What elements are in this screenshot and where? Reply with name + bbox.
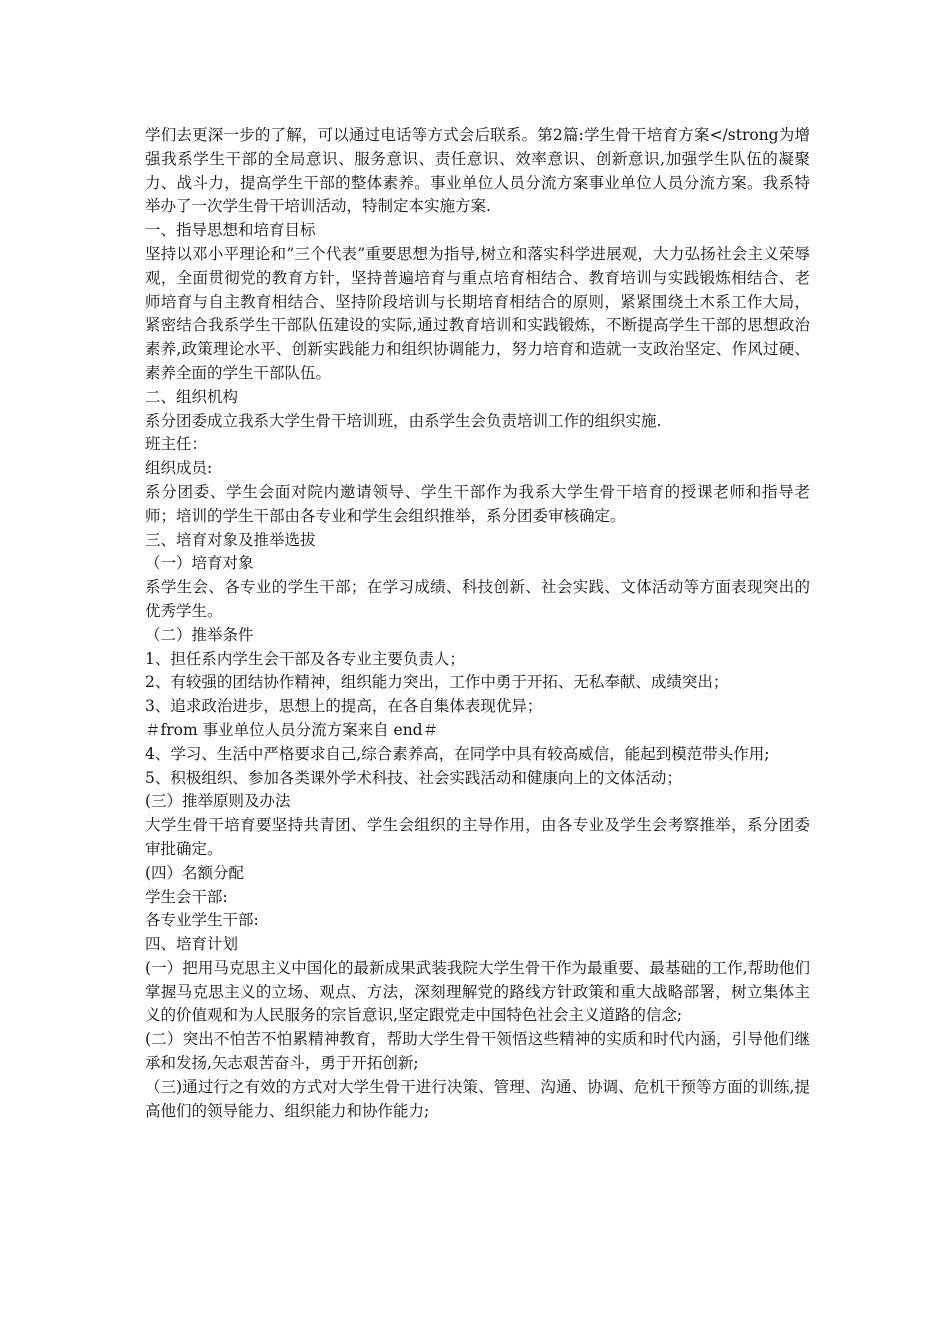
paragraph-guiding-thought: 坚持以邓小平理论和”三个代表”重要思想为指导,树立和落实科学进展观，大力弘扬社会主义荣辱观，全面贯彻党的教育方针，坚持普遍培育与重点培育相结合、教育培训与实践锻炼相结合、老师培育与自主教育相结合、坚持阶段培训与长期培育相结合的原则，紧紧围绕土木系工作大局，紧密结合我系学生干部队伍建设的实际,通过教育培训和实践锻炼，不断提高学生干部的思想政治素养,政策理论水平、创新实践能力和组织协调能力，努力培育和造就一支政治坚定、作风过硬、素养全面的学生干部队伍。 (145, 244, 810, 382)
paragraph-organization: 系分团委成立我系大学生骨干培训班，由系学生会负责培训工作的组织实施. (145, 411, 662, 430)
subheading-conditions: （二）推举条件 (145, 625, 254, 644)
subheading-quota: (四）名额分配 (145, 863, 245, 882)
list-item-condition-4: 4、学习、生活中严格要求自己,综合素养高，在同学中具有较高威信，能起到模范带头作用; (145, 744, 770, 763)
list-item-condition-1: 1、担任系内学生会干部及各专业主要负责人； (145, 649, 465, 668)
paragraph-intro: 学们去更深一步的了解，可以通过电话等方式会后联系。第2篇:学生骨干培育方案</strong为增强我系学生干部的全局意识、服务意识、责任意识、效率意识、创新意识,加强学生队伍的凝聚力、战斗力，提高学生干部的整体素养。事业单位人员分流方案事业单位人员分流方案。我系特举办了一次学生骨干培训活动，特制定本实施方案. (145, 126, 810, 216)
list-item-condition-5: 5、积极组织、参加各类课外学术科技、社会实践活动和健康向上的文体活动； (145, 768, 682, 787)
paragraph-plan-1: (一）把用马克思主义中国化的最新成果武装我院大学生骨干作为最重要、最基础的工作,帮助他们掌握马克思主义的立场、观点、方法，深刻理解党的路线方针政策和重大战略部署，树立集体主义的价值观和为人民服务的宗旨意识,坚定跟党走中国特色社会主义道路的信念; (145, 958, 810, 1025)
paragraph-members-detail: 系分团委、学生会面对院内邀请领导、学生干部作为我系大学生骨干培育的授课老师和指导老师；培训的学生干部由各专业和学生会组织推举，系分团委审核确定。 (145, 482, 810, 525)
paragraph-plan-3: （三)通过行之有效的方式对大学生骨干进行决策、管理、沟通、协调、危机干预等方面的训练,提高他们的领导能力、组织能力和协作能力; (145, 1077, 810, 1120)
paragraph-members: 组织成员: (145, 459, 213, 478)
list-item-condition-2: 2、有较强的团结协作精神，组织能力突出，工作中勇于开拓、无私奉献、成绩突出； (145, 673, 729, 692)
paragraph-head-teacher: 班主任： (145, 435, 208, 454)
subheading-targets: （一）培育对象 (145, 554, 254, 573)
paragraph-quota-union: 学生会干部: (145, 887, 228, 906)
section-heading-2: 二、组织机构 (145, 387, 239, 406)
section-heading-3: 三、培育对象及推举选拔 (145, 530, 316, 549)
paragraph-targets: 系学生会、各专业的学生干部；在学习成绩、科技创新、社会实践、文体活动等方面表现突出的优秀学生。 (145, 578, 810, 620)
section-heading-1: 一、指导思想和培育目标 (145, 221, 316, 240)
document-body (145, 124, 810, 1123)
paragraph-quota-majors: 各专业学生干部: (145, 911, 259, 930)
paragraph-principles: 大学生骨干培育要坚持共青团、学生会组织的主导作用，由各专业及学生会考察推举，系分团委审批确定。 (145, 816, 810, 858)
list-item-condition-3: 3、追求政治进步，思想上的提高，在各自集体表现优异； (145, 697, 543, 716)
paragraph-plan-2: (二）突出不怕苦不怕累精神教育，帮助大学生骨干领悟这些精神的实质和时代内涵，引导他们继承和发扬,矢志艰苦奋斗，勇于开拓创新; (145, 1030, 810, 1073)
section-heading-4: 四、培育计划 (145, 935, 239, 954)
source-note: ＃from 事业单位人员分流方案来自 end＃ (145, 720, 439, 739)
subheading-principles: (三）推举原则及办法 (145, 792, 291, 811)
